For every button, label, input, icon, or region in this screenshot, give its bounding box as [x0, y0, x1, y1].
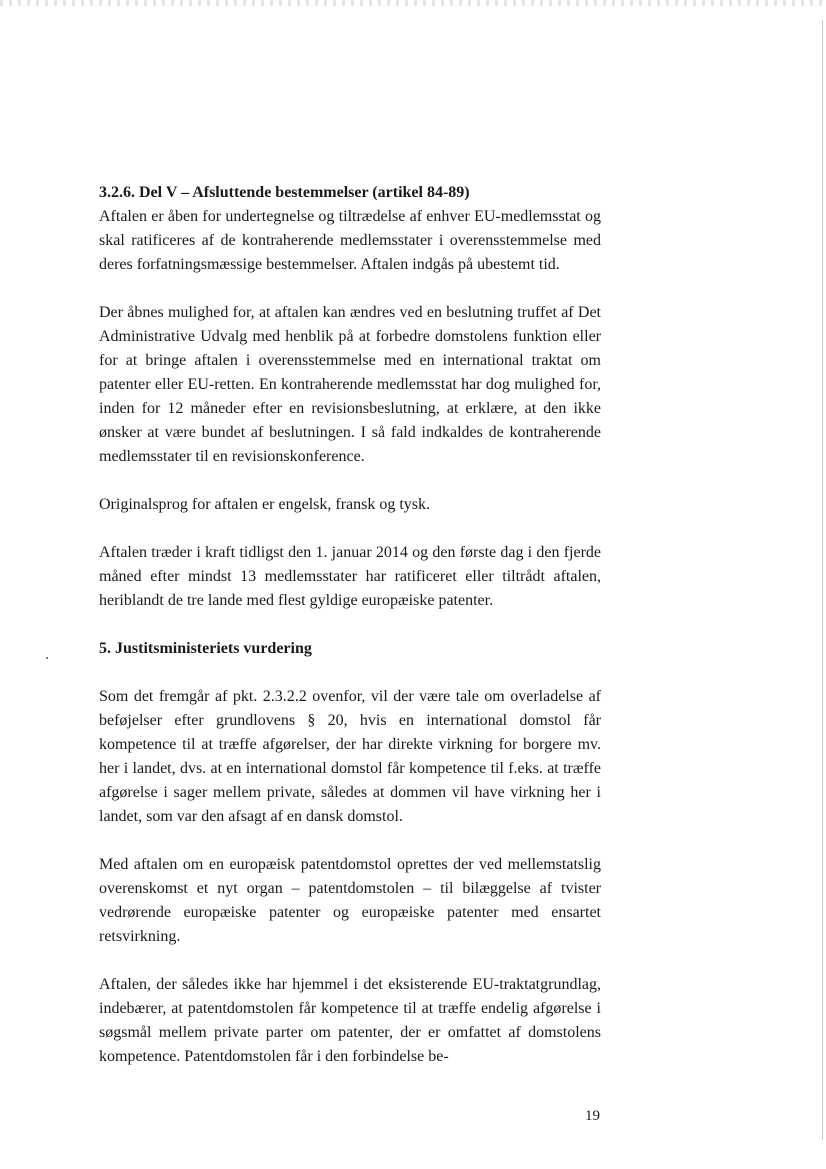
scan-speck — [46, 657, 48, 659]
paragraph-new-organ: Med aftalen om en europæisk patentdomstol oprettes der ved mellemstatslig overenskomst et nyt organ – patentdomstolen – til bilæggelse af tvister vedrørende europæiske patenter og europæiske patenter med ensartet retsvirkning. — [99, 856, 601, 945]
section-heading-final-provisions: 3.2.6. Del V – Afsluttende bestemmelser (artikel 84-89) — [99, 184, 470, 201]
paragraph-amendment: Der åbnes mulighed for, at aftalen kan ændres ved en beslutning truffet af Det Administrative Udvalg med henblik på at forbedre domstolens funktion eller for at bringe aftalen i overensstemmelse med en international traktat om patenter eller EU-retten. En kontraherende medlemsstat har dog mulighed for, inden for 12 måneder efter en revisionsbeslutning, at erklære, at den ikke ønsker at være bundet af beslutningen. I så fald indkaldes de kontraherende medlemsstater til en revisionskonference. — [99, 304, 601, 465]
paragraph-delegation-of-powers: Som det fremgår af pkt. 2.3.2.2 ovenfor, vil der være tale om overladelse af beføjelser efter grundlovens § 20, hvis en international domstol får kompetence til at træffe afgørelser, der har direkte virkning for borgere mv. her i landet, dvs. at en international domstol får kompetence til f.eks. at træffe afgørelse i sager mellem private, således at dommen vil have virkning her i landet, som var den afsagt af en dansk domstol. — [99, 688, 601, 825]
section-heading-ministry-assessment: 5. Justitsministeriets vurdering — [99, 640, 312, 657]
scan-edge-top — [0, 0, 826, 6]
paragraph-competence: Aftalen, der således ikke har hjemmel i det eksisterende EU-traktatgrundlag, indebærer, at patentdomstolen får kompetence til at træffe endelig afgørelse i søgsmål mellem private parter om patenter, der er omfattet af domstolens kompetence. Patentdomstolen får i den forbindelse be- — [99, 976, 601, 1065]
page-body — [99, 181, 601, 1069]
paragraph-signature-ratification: Aftalen er åben for undertegnelse og tiltrædelse af enhver EU-medlemsstat og skal ratificeres af de kontraherende medlemsstater i overensstemmelse med deres forfatningsmæssige bestemmelser. Aftalen indgås på ubestemt tid. — [99, 208, 601, 273]
paragraph-original-languages: Originalsprog for aftalen er engelsk, fransk og tysk. — [99, 496, 431, 513]
scan-edge-right — [822, 20, 823, 1140]
paragraph-entry-into-force: Aftalen træder i kraft tidligst den 1. januar 2014 og den første dag i den fjerde måned efter mindst 13 medlemsstater har ratificeret eller tiltrådt aftalen, heriblandt de tre lande med flest gyldige europæiske patenter. — [99, 544, 601, 609]
page-number: 19 — [585, 1108, 600, 1124]
